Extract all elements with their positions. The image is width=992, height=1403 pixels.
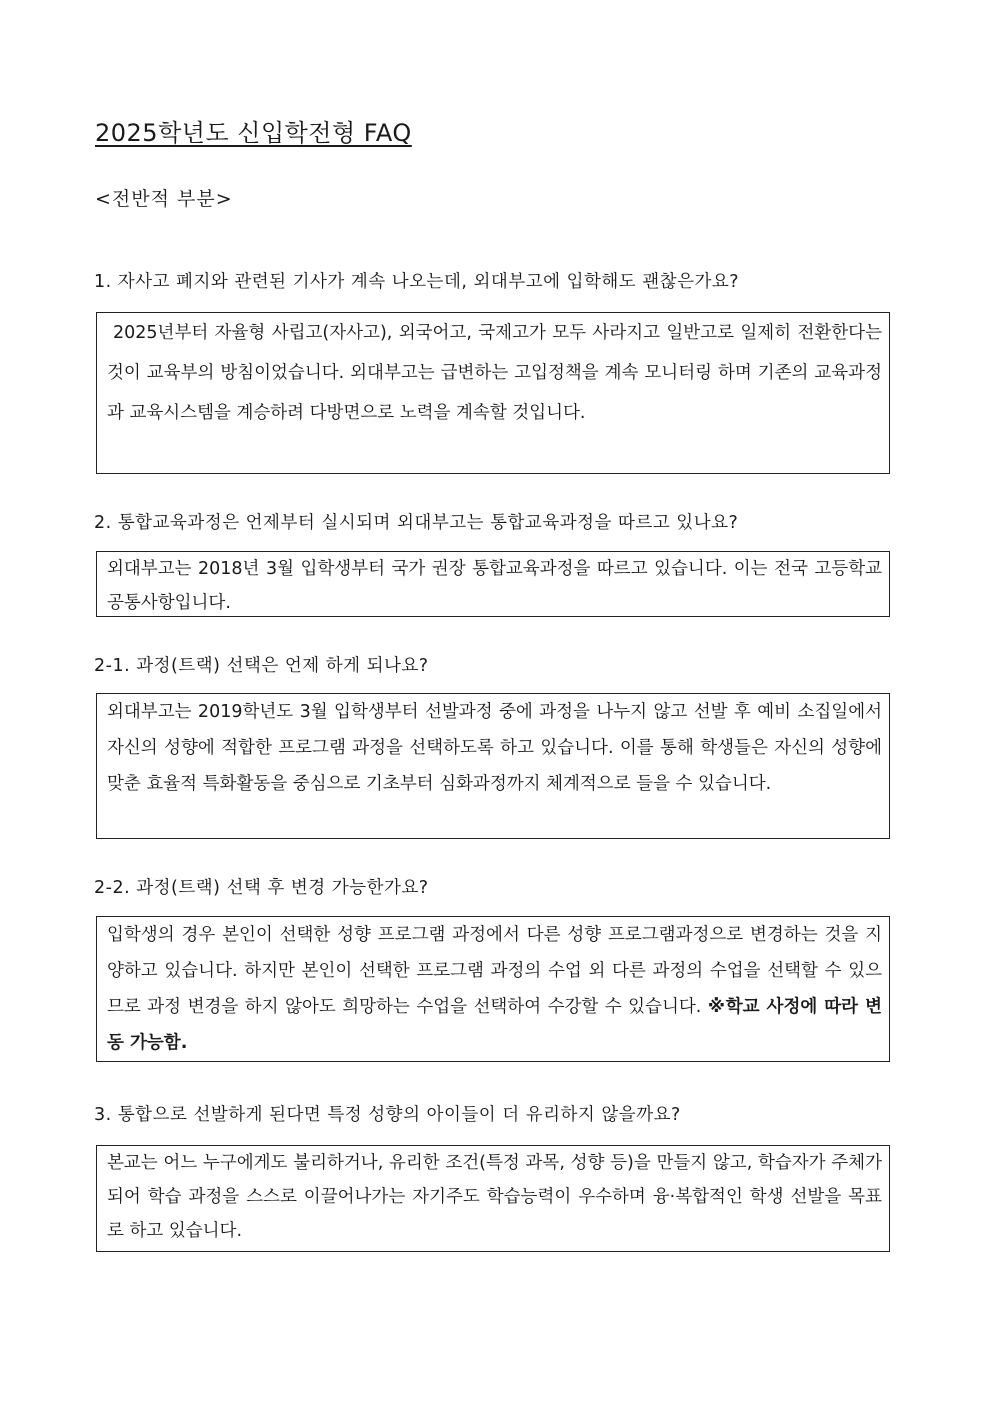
faq-answer-2: [96, 551, 890, 617]
faq-question-1: 1. 자사고 폐지와 관련된 기사가 계속 나오는데, 외대부고에 입학해도 괜찮은가요?: [94, 272, 740, 292]
faq-answer-2-1-text: 외대부고는 2019학년도 3월 입학생부터 선발과정 중에 과정을 나누지 않고 선발 후 예비 소집일에서 자신의 성향에 적합한 프로그램 과정을 선택하도록 하고 있습니다. 이를 통해 학생들은 자신의 성향에 맞춘 효율적 특화활동을 중심으로 기초부터 심화과정까지 체계적으로 들을 수 있습니다.: [107, 702, 882, 794]
faq-answer-1-text: 2025년부터 자율형 사립고(자사고), 외국어고, 국제고가 모두 사라지고 일반고로 일제히 전환한다는 것이 교육부의 방침이었습니다. 외대부고는 급변하는 고입정책을 계속 모니터링 하며 기존의 교육과정과 교육시스템을 계승하려 다방면으로 노력을 계속할 것입니다.: [107, 323, 882, 423]
faq-question-3: 3. 통합으로 선발하게 된다면 특정 성향의 아이들이 더 유리하지 않을까요?: [94, 1105, 681, 1125]
faq-answer-2-2-note: ※학교 사정에 따라 변동 가능함.: [107, 997, 882, 1053]
faq-answer-2-2-text: 입학생의 경우 본인이 선택한 성향 프로그램 과정에서 다른 성향 프로그램과정으로 변경하는 것을 지양하고 있습니다. 하지만 본인이 선택한 프로그램 과정의 수업 외 다른 과정의 수업을 선택할 수 있으므로 과정 변경을 하지 않아도 희망하는 수업을 선택하여 수강할 수 있습니다.: [107, 925, 882, 1017]
page-title: 2025학년도 신입학전형 FAQ: [95, 119, 412, 147]
faq-answer-2-text: 외대부고는 2018년 3월 입학생부터 국가 권장 통합교육과정을 따르고 있습니다. 이는 전국 고등학교 공통사항입니다.: [107, 559, 882, 613]
faq-question-2-1: 2-1. 과정(트랙) 선택은 언제 하게 되나요?: [94, 656, 429, 676]
faq-answer-3-text: 본교는 어느 누구에게도 불리하거나, 유리한 조건(특정 과목, 성향 등)을 만들지 않고, 학습자가 주체가 되어 학습 과정을 스스로 이끌어나가는 자기주도 학습능력이 우수하며 융·복합적인 학생 선발을 목표로 하고 있습니다.: [107, 1153, 882, 1241]
faq-answer-1: [96, 312, 890, 474]
faq-answer-2-1: [96, 693, 890, 839]
faq-question-2: 2. 통합교육과정은 언제부터 실시되며 외대부고는 통합교육과정을 따르고 있나요?: [94, 513, 739, 533]
faq-answer-3: [96, 1145, 890, 1252]
faq-answer-2-2: [96, 916, 890, 1062]
section-heading: <전반적 부분>: [95, 188, 233, 210]
faq-question-2-2: 2-2. 과정(트랙) 선택 후 변경 가능한가요?: [94, 878, 429, 898]
